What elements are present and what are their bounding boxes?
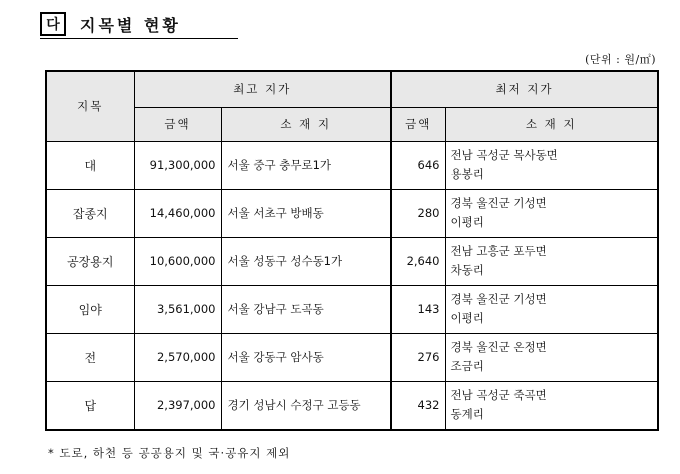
low-location-line-2: 차동리: [450, 263, 484, 277]
footnote: * 도로, 하천 등 공공용지 및 국·공유지 제외: [48, 446, 291, 460]
low-location-line-1: 경북 울진군 온정면: [450, 340, 547, 354]
table-row: [46, 333, 658, 381]
low-location-line-2: 동계리: [450, 407, 484, 421]
low-amount-cell: 432: [391, 381, 445, 430]
header-lowest-price: 최저 지가: [391, 71, 658, 107]
low-amount-cell: 2,640: [391, 237, 445, 285]
low-location-line-2: 조금리: [450, 359, 484, 373]
header-low-location: 소 재 지: [445, 107, 658, 141]
low-location-line-1: 경북 울진군 기성면: [450, 292, 547, 306]
table-row: [46, 285, 658, 333]
low-amount-cell: 646: [391, 141, 445, 189]
low-location-line-2: 이평리: [450, 311, 484, 325]
section-title: 지목별 현황: [80, 15, 181, 35]
high-location-cell: 서울 강남구 도곡동: [221, 285, 391, 333]
low-location-cell: [445, 237, 658, 285]
low-location-line-1: 경북 울진군 기성면: [450, 196, 547, 210]
land-type-cell: 대: [46, 141, 134, 189]
high-amount-cell: 2,570,000: [134, 333, 221, 381]
low-location-line-2: 이평리: [450, 215, 484, 229]
header-land-type: 지목: [46, 71, 134, 141]
low-location-line-1: 전남 고흥군 포두면: [450, 244, 547, 258]
low-amount-cell: 280: [391, 189, 445, 237]
low-location-line-1: 전남 곡성군 죽곡면: [450, 388, 547, 402]
high-location-cell: 서울 성동구 성수동1가: [221, 237, 391, 285]
section-heading: [40, 10, 238, 39]
land-type-cell: 답: [46, 381, 134, 430]
low-location-cell: [445, 189, 658, 237]
header-highest-price: 최고 지가: [134, 71, 391, 107]
land-price-table: [45, 70, 659, 431]
land-type-cell: 임야: [46, 285, 134, 333]
unit-note: (단위 : 원/㎡): [585, 53, 656, 66]
low-amount-cell: 276: [391, 333, 445, 381]
low-location-cell: [445, 141, 658, 189]
table-row: [46, 189, 658, 237]
low-amount-cell: 143: [391, 285, 445, 333]
land-type-cell: 전: [46, 333, 134, 381]
low-location-line-1: 전남 곡성군 목사동면: [450, 148, 558, 162]
high-location-cell: 서울 서초구 방배동: [221, 189, 391, 237]
low-location-cell: [445, 285, 658, 333]
table-row: [46, 381, 658, 430]
high-amount-cell: 10,600,000: [134, 237, 221, 285]
high-amount-cell: 2,397,000: [134, 381, 221, 430]
header-high-location: 소 재 지: [221, 107, 391, 141]
header-high-amount: 금액: [134, 107, 221, 141]
low-location-cell: [445, 333, 658, 381]
land-type-cell: 잡종지: [46, 189, 134, 237]
section-badge: 다: [40, 12, 66, 36]
low-location-cell: [445, 381, 658, 430]
low-location-line-2: 용봉리: [450, 167, 484, 181]
high-amount-cell: 14,460,000: [134, 189, 221, 237]
table-row: [46, 237, 658, 285]
high-location-cell: 서울 강동구 암사동: [221, 333, 391, 381]
high-amount-cell: 91,300,000: [134, 141, 221, 189]
table-row: [46, 141, 658, 189]
high-amount-cell: 3,561,000: [134, 285, 221, 333]
high-location-cell: 서울 중구 충무로1가: [221, 141, 391, 189]
land-type-cell: 공장용지: [46, 237, 134, 285]
high-location-cell: 경기 성남시 수정구 고등동: [221, 381, 391, 430]
header-low-amount: 금액: [391, 107, 445, 141]
